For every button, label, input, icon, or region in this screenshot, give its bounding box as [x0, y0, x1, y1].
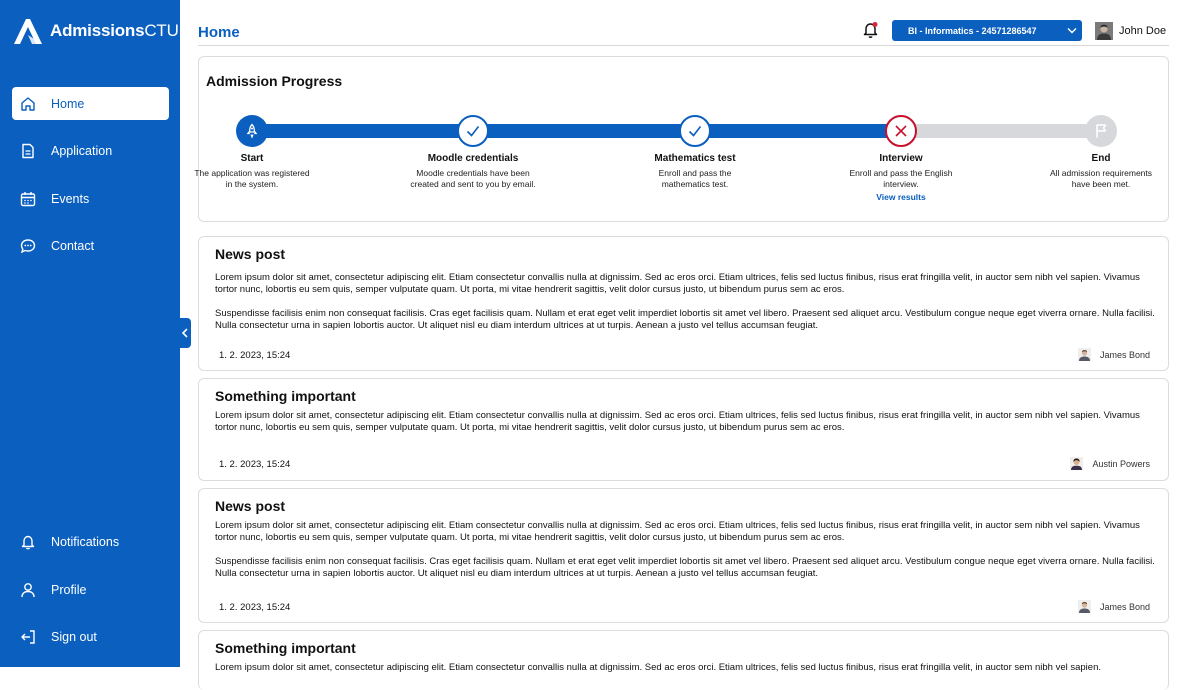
avatar — [1070, 457, 1083, 470]
step-start-desc: The application was registered in the system. — [194, 168, 310, 189]
user-avatar[interactable] — [1095, 22, 1113, 40]
post-author — [1070, 457, 1150, 470]
post-paragraph: Suspendisse facilisis enim non consequat facilisis. Cras eget facilisis quam. Nullam et erat eget velit imperdiet lobortis sit amet vel libero. Praesent sed aliquet arcu. Vestibulum congue neque eget viverra ornare. Nulla facilisi. Nulla consectetur urna in sapien lobortis auctor. Ut aliquet nisl eu diam interdum ultrices at ut turpis. Aenean a justo vel tellus accumsan feugiat. — [215, 556, 1155, 579]
post-paragraph: Lorem ipsum dolor sit amet, consectetur adipiscing elit. Etiam consectetur convallis nulla at dignissim. Sed ac eros orci. Etiam ultrices, felis sed luctus finibus, risus erat fringilla velit, in auctor sem nibh vel sapien. Vivamus tortor nunc, lobortis eu sem quis, semper vulputate quam. Ut porta, mi vitae hendrerit sagittis, velit dolor cursus justo, ut bibendum purus sem ac eros. — [215, 272, 1140, 295]
admission-progress-card — [194, 56, 1169, 222]
step-end-desc: All admission requirements have been met. — [1049, 168, 1153, 189]
step-end-circle — [1085, 115, 1117, 147]
post-date: 1. 2. 2023, 15:24 — [219, 602, 291, 613]
news-post-card — [198, 488, 1169, 623]
check-icon — [465, 123, 481, 139]
sidebar-item-application[interactable] — [12, 134, 169, 167]
step-math-label: Mathematics test — [654, 153, 736, 164]
progress-track-pending — [902, 124, 1102, 138]
news-post-card — [198, 236, 1169, 371]
close-icon — [893, 123, 909, 139]
sidebar-item-notifications[interactable] — [12, 525, 169, 558]
view-results-link[interactable]: View results — [876, 192, 926, 202]
post-paragraph: Lorem ipsum dolor sit amet, consectetur adipiscing elit. Etiam consectetur convallis nulla at dignissim. Sed ac eros orci. Etiam ultrices, felis sed luctus finibus, risus erat fringilla velit, in auctor sem nibh vel sapien. Vivamus tortor nunc, lobortis eu sem quis, semper vulputate quam. Ut porta, mi vitae hendrerit sagittis, velit dolor cursus justo, ut bibendum purus sem ac eros. — [215, 410, 1140, 433]
step-start-circle — [236, 115, 268, 147]
sidebar-item-sign-out[interactable] — [12, 620, 169, 653]
post-title: Something important — [215, 388, 356, 404]
sidebar-item-label: Contact — [51, 238, 95, 253]
avatar — [1078, 600, 1091, 613]
program-select-value: BI - Informatics - 24571286547 — [908, 25, 1037, 36]
step-interview-desc: Enroll and pass the English interview. — [849, 168, 953, 189]
step-moodle-desc: Moodle credentials have been created and sent to you by email. — [410, 168, 536, 189]
sidebar-item-label: Home — [51, 96, 85, 111]
check-icon — [687, 123, 703, 139]
author-name: James Bond — [1099, 601, 1150, 612]
sidebar-item-profile[interactable] — [12, 573, 169, 606]
step-start-label: Start — [240, 153, 264, 164]
sidebar-item-label: Events — [51, 191, 90, 206]
progress-track-completed — [252, 124, 902, 138]
step-end-label: End — [1091, 153, 1111, 164]
post-paragraph: Lorem ipsum dolor sit amet, consectetur adipiscing elit. Etiam consectetur convallis nulla at dignissim. Sed ac eros orci. Etiam ultrices, felis sed luctus finibus, risus erat fringilla velit, in auctor sem nibh vel sapien. Vivamus tortor nunc, lobortis eu sem quis, semper vulputate quam. Ut porta, mi vitae hendrerit sagittis, velit dolor cursus justo, ut bibendum purus sem ac eros. — [215, 520, 1140, 543]
step-moodle-circle — [457, 115, 489, 147]
post-date: 1. 2. 2023, 15:24 — [219, 459, 291, 470]
post-paragraph: Lorem ipsum dolor sit amet, consectetur adipiscing elit. Etiam consectetur convallis nulla at dignissim. Sed ac eros orci. Etiam ultrices, felis sed luctus finibus, risus erat fringilla velit, in auctor sem nibh vel sapien. — [215, 662, 1101, 673]
bell-icon — [20, 534, 36, 550]
sidebar-item-events[interactable] — [12, 182, 169, 215]
sidebar-item-home[interactable] — [12, 87, 169, 120]
user-icon — [20, 582, 36, 598]
step-interview-circle — [885, 115, 917, 147]
author-name: Austin Powers — [1092, 458, 1150, 469]
notification-bell-icon[interactable] — [862, 21, 879, 39]
home-icon — [20, 96, 36, 112]
post-author — [1078, 348, 1150, 361]
sidebar-item-label: Sign out — [51, 629, 97, 644]
sign-out-icon — [20, 629, 36, 645]
step-math-desc: Enroll and pass the mathematics test. — [658, 168, 732, 189]
news-post-card — [198, 630, 1169, 690]
chat-icon — [20, 238, 36, 254]
author-name: James Bond — [1099, 349, 1150, 360]
flag-icon — [1093, 123, 1109, 139]
logo-icon — [12, 17, 44, 45]
sidebar-item-label: Profile — [51, 582, 87, 597]
step-math-circle — [679, 115, 711, 147]
chevron-left-icon — [181, 328, 189, 338]
sidebar-item-label: Notifications — [51, 534, 120, 549]
calendar-icon — [20, 191, 36, 207]
rocket-icon — [244, 123, 260, 139]
post-title: Something important — [215, 640, 356, 656]
header-divider — [198, 45, 1169, 46]
post-title: News post — [215, 246, 286, 262]
user-name[interactable]: John Doe — [1119, 25, 1167, 37]
document-icon — [20, 143, 36, 159]
avatar — [1078, 348, 1091, 361]
program-select[interactable] — [892, 20, 1082, 41]
logo[interactable] — [12, 17, 179, 45]
step-moodle-label: Moodle credentials — [427, 153, 519, 164]
progress-title: Admission Progress — [206, 73, 343, 89]
post-title: News post — [215, 498, 286, 514]
sidebar-item-contact[interactable] — [12, 229, 169, 262]
post-date: 1. 2. 2023, 15:24 — [219, 350, 291, 361]
post-paragraph: Suspendisse facilisis enim non consequat facilisis. Cras eget facilisis quam. Nullam et erat eget velit imperdiet lobortis sit amet vel libero. Praesent sed aliquet arcu. Vestibulum congue neque eget viverra ornare. Nulla facilisi. Nulla consectetur urna in sapien lobortis auctor. Ut aliquet nisl eu diam interdum ultrices at ut turpis. Aenean a justo vel tellus accumsan feugiat. — [215, 308, 1155, 331]
sidebar — [0, 0, 180, 667]
step-interview-label: Interview — [879, 153, 923, 164]
news-post-card — [198, 378, 1169, 481]
sidebar-collapse-button[interactable] — [179, 318, 191, 348]
sidebar-item-label: Application — [51, 143, 113, 158]
logo-text: AdmissionsCTU — [50, 21, 179, 40]
page-title: Home — [198, 24, 240, 41]
post-author — [1078, 600, 1150, 613]
chevron-down-icon — [1067, 26, 1077, 35]
